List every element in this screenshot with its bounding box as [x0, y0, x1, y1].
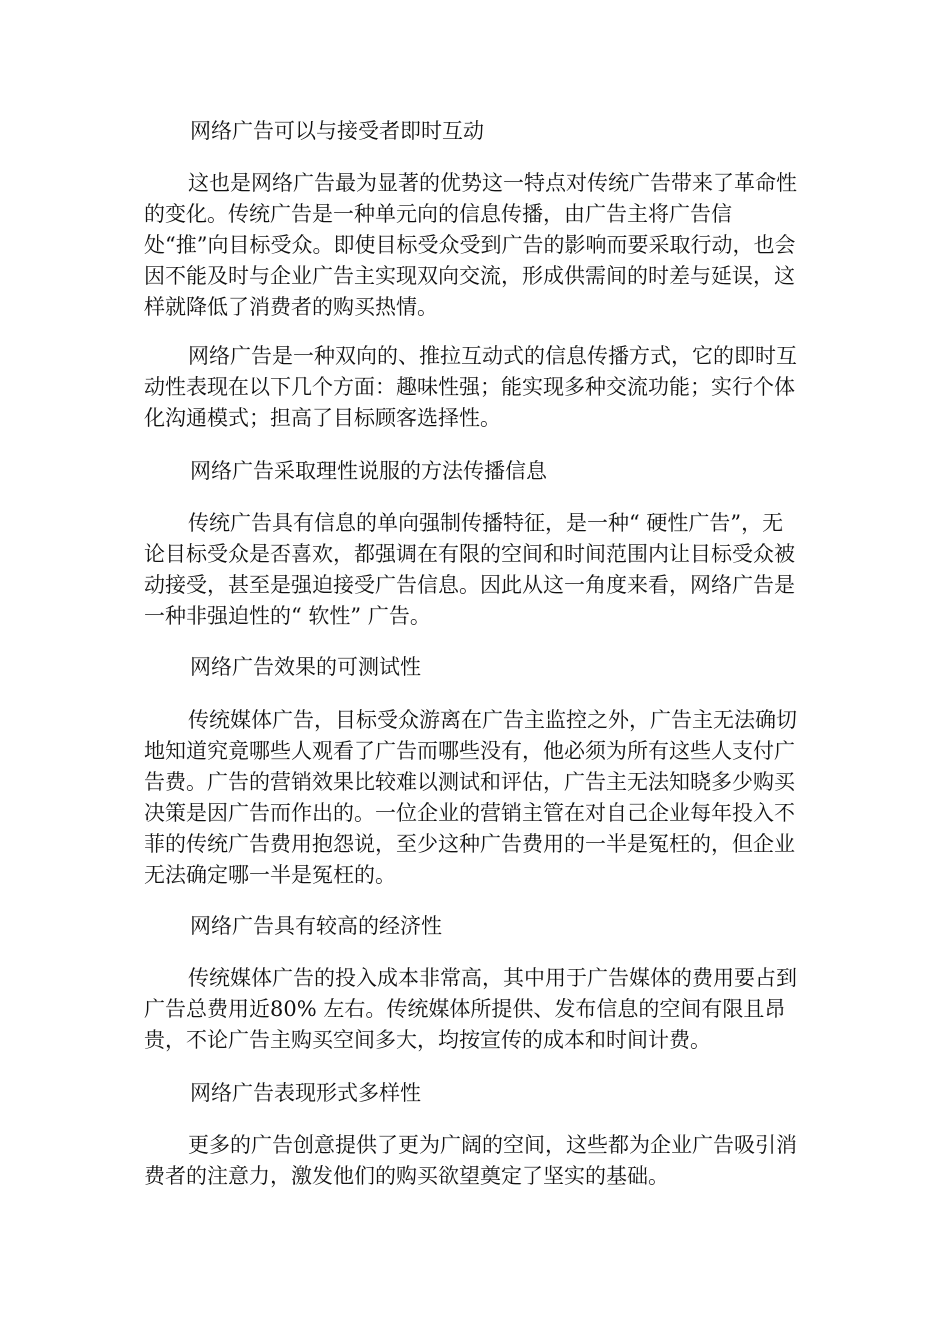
section-heading: 网络广告效果的可测试性 [190, 655, 421, 679]
paragraph: 更多的广告创意提供了更为广阔的空间，这些都为企业广告吸引消费者的注意力，激发他们的购买欲望奠定了坚实的基础。 [144, 1133, 797, 1188]
section-heading: 网络广告具有较高的经济性 [190, 914, 442, 938]
paragraph: 传统广告具有信息的单向强制传播特征，是一种“ 硬性广告”，无论目标受众是否喜欢，都强调在有限的空间和时间范围内让目标受众被动接受，甚至是强迫接受广告信息。因此从这一角度来看，网络广告是一种非强迫性的“ 软性” 广告。 [144, 511, 795, 628]
paragraph: 传统媒体广告，目标受众游离在广告主监控之外，广告主无法确切地知道究竟哪些人观看了广告而哪些没有，他必须为所有这些人支付广告费。广告的营销效果比较难以测试和评估，广告主无法知晓多少购买决策是因广告而作出的。一位企业的营销主管在对自己企业每年投入不菲的传统广告费用抱怨说，至少这种广告费用的一半是冤枉的，但企业无法确定哪一半是冤枉的。 [144, 708, 797, 887]
section-heading: 网络广告采取理性说服的方法传播信息 [190, 459, 547, 483]
paragraph: 网络广告是一种双向的、推拉互动式的信息传播方式，它的即时互动性表现在以下几个方面：趣味性强；能实现多种交流功能；实行个体化沟通模式；担高了目标顾客选择性。 [144, 344, 797, 430]
paragraph: 传统媒体广告的投入成本非常高，其中用于广告媒体的费用要占到广告总费用近80% 左右。传统媒体所提供、发布信息的空间有限且昂贵，不论广告主购买空间多大，均按宣传的成本和时间计费。 [144, 966, 797, 1052]
section-heading: 网络广告表现形式多样性 [190, 1081, 421, 1105]
section-heading: 网络广告可以与接受者即时互动 [190, 119, 484, 143]
paragraph: 这也是网络广告最为显著的优势这一特点对传统广告带来了革命性的变化。传统广告是一种单元向的信息传播，由广告主将广告信处“推”向目标受众。即使目标受众受到广告的影响而要采取行动，也会因不能及时与企业广告主实现双向交流，形成供需间的时差与延误，这样就降低了消费者的购买热情。 [144, 171, 797, 319]
